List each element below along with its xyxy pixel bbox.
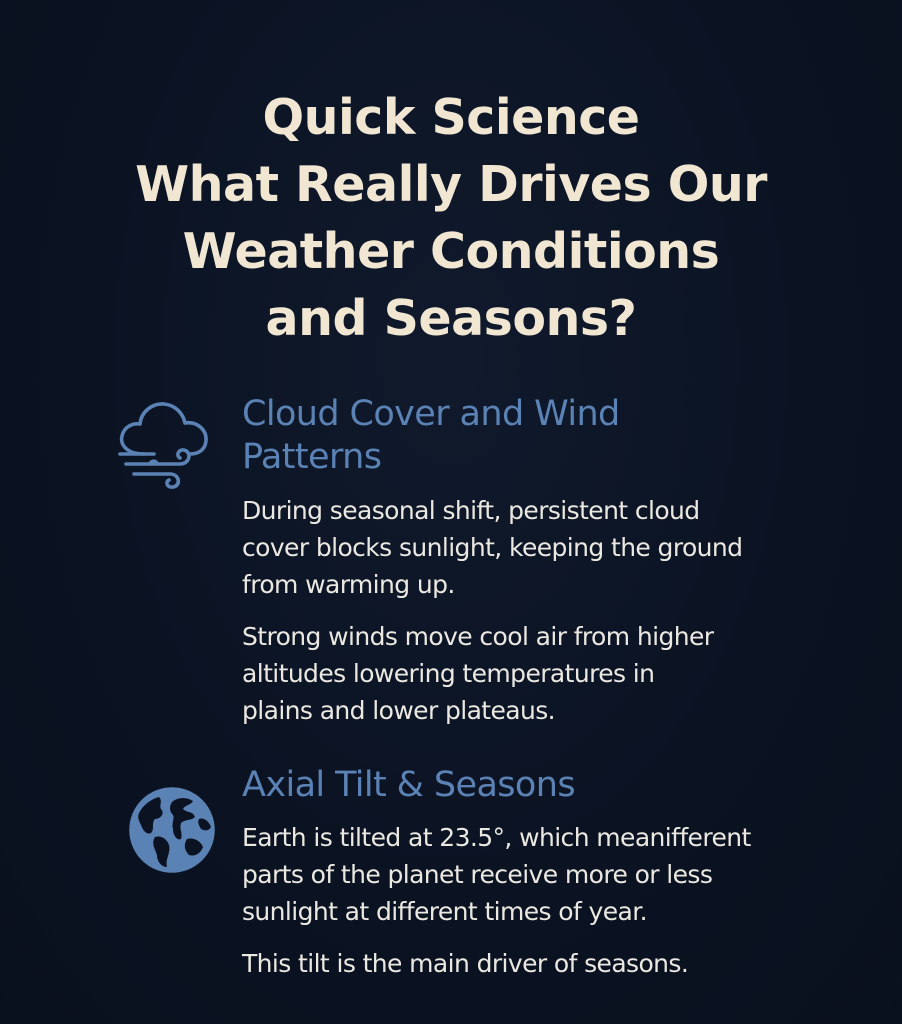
text-line: This tilt is the main driver of seasons.	[242, 949, 689, 978]
paragraph-main-driver	[242, 945, 688, 982]
title-line: Quick Science	[262, 89, 640, 146]
section-heading-axial	[242, 764, 575, 807]
cloud-wind-icon	[114, 396, 212, 496]
text-line: During seasonal shift, persistent cloud	[242, 496, 700, 525]
text-line: altitudes lowering temperatures in	[242, 659, 655, 688]
heading-line: Cloud Cover and Wind	[242, 394, 620, 434]
heading-line: Patterns	[242, 437, 382, 477]
globe-icon	[125, 783, 219, 877]
title-line: What Really Drives Our	[135, 156, 767, 213]
text-line: cover blocks sunlight, keeping the ground	[242, 533, 743, 562]
text-line: Earth is tilted at 23.5°, which meanifferent	[242, 823, 751, 852]
text-line: plains and lower plateaus.	[242, 696, 556, 725]
title-line: and Seasons?	[265, 290, 637, 347]
text-line: parts of the planet receive more or less	[242, 860, 713, 889]
paragraph-strong-winds	[242, 618, 713, 729]
paragraph-axial-tilt	[242, 819, 751, 930]
heading-line: Axial Tilt & Seasons	[242, 765, 575, 805]
text-line: Strong winds move cool air from higher	[242, 622, 714, 651]
title-line: Weather Conditions	[182, 223, 720, 280]
paragraph-cloud-cover	[242, 492, 742, 603]
text-line: sunlight at different times of year.	[242, 897, 647, 926]
section-heading-cloud	[242, 393, 620, 479]
text-line: from warming up.	[242, 570, 455, 599]
page-title	[0, 84, 902, 352]
